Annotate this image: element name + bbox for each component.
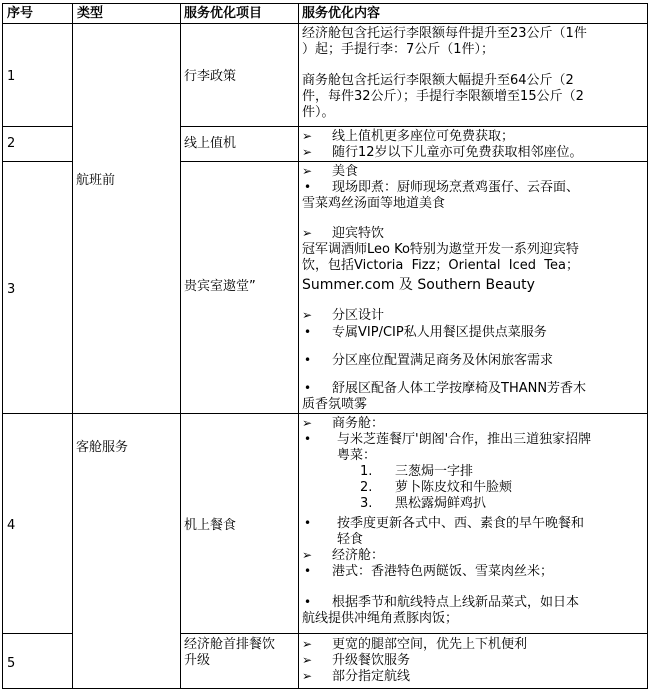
row3-line-7: Summer.com 及 Southern Beauty — [302, 277, 535, 293]
dot-bullet: • — [304, 564, 312, 578]
category-cabin-service: 客舱服务 — [76, 440, 129, 455]
row4-line-10: 港式：香港特色两餸饭、雪菜肉丝米； — [332, 564, 554, 579]
row-index-3: 3 — [7, 282, 16, 297]
row1-line-1: 经济舱包含托运行李限额每件提升至23公斤（1件 — [302, 26, 587, 41]
row4-line-2: 与米芝莲餐厅'朗阁'合作，推出三道独家招牌 — [337, 432, 592, 447]
dot-bullet: • — [304, 381, 312, 395]
row4-num-3: 3. — [360, 496, 373, 511]
row3-line-12: 质香氛喷雾 — [302, 397, 368, 412]
table-border-left — [2, 3, 3, 689]
row-item-1: 行李政策 — [184, 69, 237, 84]
arrow-bullet: ➢ — [302, 226, 313, 240]
row-item-2: 线上值机 — [184, 136, 237, 151]
table-border-right — [647, 3, 648, 689]
row4-num-1: 1. — [360, 464, 373, 479]
header-type: 类型 — [77, 6, 104, 21]
arrow-bullet: ➢ — [302, 416, 313, 430]
row3-line-1: 美食 — [332, 164, 359, 179]
header-item: 服务优化项目 — [184, 6, 263, 21]
row1-line-3: 商务舱包含托运行李限额大幅提升至64公斤（2 — [302, 73, 574, 88]
col-divider-1 — [72, 3, 73, 689]
arrow-bullet: ➢ — [302, 548, 313, 562]
header-divider — [2, 23, 648, 24]
arrow-bullet: ➢ — [302, 164, 313, 178]
row3-line-4: 迎宾特饮 — [332, 226, 385, 241]
row-divider-4-5 — [2, 633, 72, 634]
arrow-bullet: ➢ — [302, 308, 313, 322]
row-divider-4-5b — [180, 633, 648, 634]
row3-line-11: 舒展区配备人体工学按摩椅及THANN芳香木 — [332, 381, 587, 396]
row4-line-3: 粤菜： — [337, 448, 377, 463]
row1-line-4: 件，每件32公斤）；手提行李限额增至15公斤（2 — [302, 89, 584, 104]
arrow-bullet: ➢ — [302, 129, 313, 143]
row-index-2: 2 — [7, 136, 16, 151]
row1-subdivider — [180, 23, 298, 24]
dot-bullet: • — [304, 516, 312, 530]
row5-line-1: 更宽的腿部空间，优先上下机便利 — [332, 637, 528, 652]
category-pre-flight: 航班前 — [76, 173, 116, 188]
row-item-5-line-2: 升级 — [184, 653, 211, 668]
dot-bullet: • — [304, 432, 312, 446]
row5-line-3: 部分指定航线 — [332, 669, 411, 684]
row-index-5: 5 — [7, 656, 16, 671]
row4-line-12: 航线提供冲绳角煮豚肉饭； — [302, 611, 459, 626]
row3-line-2: 现场即煮：厨师现场烹煮鸡蛋仔、云吞面、 — [332, 180, 580, 195]
dot-bullet: • — [304, 595, 312, 609]
row-index-1: 1 — [7, 69, 16, 84]
arrow-bullet: ➢ — [302, 637, 313, 651]
row-divider-2-3b — [180, 161, 648, 162]
row3-line-6: 饮，包括Victoria Fizz；Oriental Iced Tea； — [302, 258, 579, 273]
row2-line-1: 线上值机更多座位可免费获取； — [332, 129, 515, 144]
row-index-4: 4 — [7, 518, 16, 533]
row3-line-3: 雪菜鸡丝汤面等地道美食 — [302, 196, 446, 211]
row1-line-2: ）起；手提行李：7公斤（1件）； — [302, 42, 495, 57]
arrow-bullet: ➢ — [302, 145, 313, 159]
row3-line-10: 分区座位配置满足商务及休闲旅客需求 — [332, 353, 554, 368]
service-optimization-table — [2, 3, 648, 689]
row4-line-5: 萝卜陈皮炆和牛脸颊 — [395, 480, 513, 495]
row3-line-9: 专属VIP/CIP私人用餐区提供点菜服务 — [332, 325, 547, 340]
row2-line-2: 随行12岁以下儿童亦可免费获取相邻座位。 — [332, 145, 583, 160]
arrow-bullet: ➢ — [302, 669, 313, 683]
row-divider-3-4 — [2, 413, 648, 414]
row4-line-8: 轻食 — [337, 532, 364, 547]
row4-line-1: 商务舱： — [332, 416, 385, 431]
row-item-5-line-1: 经济舱首排餐饮 — [184, 637, 276, 652]
header-index: 序号 — [7, 6, 34, 21]
col-divider-3 — [298, 3, 299, 689]
dot-bullet: • — [304, 180, 312, 194]
row-divider-1-2 — [2, 126, 72, 127]
row5-line-2: 升级餐饮服务 — [332, 653, 411, 668]
row3-line-5: 冠军调酒师Leo Ko特别为遨堂开发一系列迎宾特 — [302, 242, 579, 257]
row4-num-2: 2. — [360, 480, 373, 495]
row4-line-7: 按季度更新各式中、西、素食的早午晚餐和 — [337, 516, 585, 531]
dot-bullet: • — [304, 325, 312, 339]
row4-line-9: 经济舱： — [332, 548, 385, 563]
row-divider-2-3 — [2, 161, 72, 162]
row-divider-1-2b — [180, 126, 648, 127]
arrow-bullet: ➢ — [302, 653, 313, 667]
row4-line-11: 根据季节和航线特点上线新品菜式，如日本 — [332, 595, 580, 610]
row1-line-5: 件）。 — [302, 105, 335, 120]
row-item-3: 贵宾室遨堂” — [184, 279, 256, 294]
row-item-4: 机上餐食 — [184, 518, 237, 533]
col-divider-2 — [180, 3, 181, 689]
table-border-top — [2, 3, 648, 4]
header-content: 服务优化内容 — [302, 6, 381, 21]
table-border-bottom — [2, 688, 648, 689]
row4-line-4: 三葱焗一字排 — [395, 464, 474, 479]
row4-line-6: 黑松露焗鲜鸡扒 — [395, 496, 487, 511]
row3-line-8: 分区设计 — [332, 308, 385, 323]
dot-bullet: • — [304, 353, 312, 367]
